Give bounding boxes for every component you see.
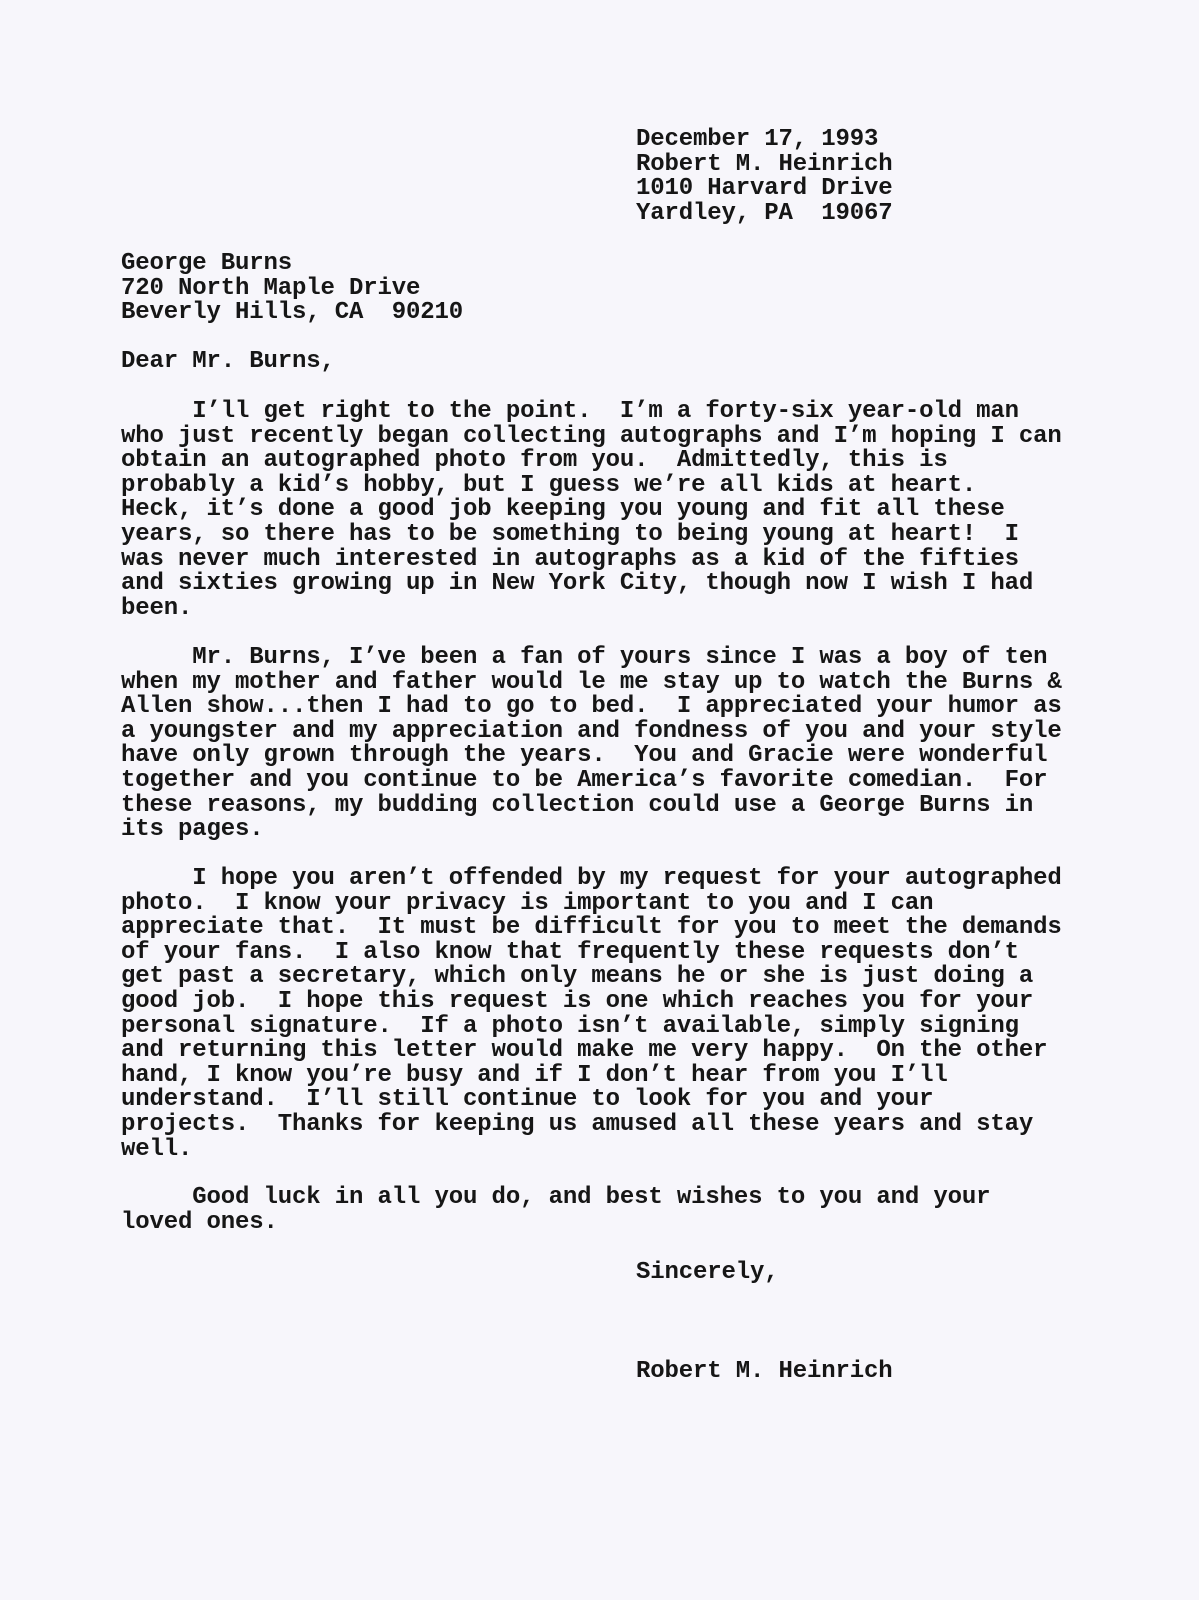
paragraph-line: good job. I hope this request is one which reaches you for your (121, 988, 1034, 1015)
paragraph-line: I hope you aren’t offended by my request for your autographed (121, 865, 1062, 892)
paragraph-line: hand, I know you’re busy and if I don’t hear from you I’ll (121, 1061, 948, 1089)
letter-date: December 17, 1993 (636, 126, 879, 153)
paragraph-line: together and you continue to be America’s favorite comedian. For (121, 767, 1048, 794)
paragraph-line: when my mother and father would le me stay up to watch the Burns & (121, 668, 1062, 696)
sender-street: 1010 Harvard Drive (636, 175, 893, 203)
paragraph-line: probably a kid’s hobby, but I guess we’re all kids at heart. (121, 471, 977, 499)
paragraph-line: and returning this letter would make me very happy. On the other (121, 1037, 1048, 1065)
paragraph-line: appreciate that. It must be difficult for you to meet the demands (121, 914, 1062, 942)
paragraph-line: and sixties growing up in New York City, though now I wish I had (121, 570, 1034, 598)
paragraph-line: who just recently began collecting autographs and I’m hoping I can (121, 422, 1062, 450)
paragraph-line: its pages. (121, 816, 264, 844)
paragraph-line: was never much interested in autographs as a kid of the fifties (121, 545, 1019, 573)
paragraph-line: of your fans. I also know that frequently these requests don’t (121, 938, 1019, 966)
sender-name: Robert M. Heinrich (636, 150, 893, 178)
salutation: Dear Mr. Burns, (121, 348, 335, 375)
paragraph-line: Heck, it’s done a good job keeping you young and fit all these (121, 496, 1005, 524)
paragraph-line: been. (121, 594, 193, 622)
paragraph-line: projects. Thanks for keeping us amused all these years and stay (121, 1111, 1034, 1138)
sender-city-state-zip: Yardley, PA 19067 (636, 199, 893, 227)
closing: Sincerely, (636, 1259, 779, 1286)
paragraph-line: obtain an autographed photo from you. Admittedly, this is (121, 447, 948, 475)
paragraph-line: understand. I’ll still continue to look for you and your (121, 1086, 934, 1114)
paragraph-line: get past a secretary, which only means he or she is just doing a (121, 963, 1034, 991)
paragraph-line: a youngster and my appreciation and fondness of you and your style (121, 717, 1062, 745)
recipient-name: George Burns (121, 250, 293, 277)
paragraph-line: well. (121, 1135, 193, 1163)
signature-name: Robert M. Heinrich (636, 1358, 893, 1385)
paragraph-line: I’ll get right to the point. I’m a forty-six year-old man (121, 398, 1019, 425)
paragraph-line: loved ones. (121, 1208, 278, 1236)
recipient-city-state-zip: Beverly Hills, CA 90210 (121, 299, 464, 327)
paragraph-line: have only grown through the years. You and Gracie were wonderful (121, 742, 1048, 770)
paragraph-line: these reasons, my budding collection could use a George Burns in (121, 791, 1034, 819)
paragraph-line: Mr. Burns, I’ve been a fan of yours since I was a boy of ten (121, 644, 1048, 671)
paragraph-line: Good luck in all you do, and best wishes to you and your (121, 1184, 991, 1211)
paragraph-line: years, so there has to be something to being young at heart! I (121, 521, 1019, 548)
recipient-street: 720 North Maple Drive (121, 274, 421, 302)
paragraph-line: photo. I know your privacy is important to you and I can (121, 889, 934, 917)
paragraph-line: Allen show...then I had to go to bed. I appreciated your humor as (121, 693, 1062, 721)
paragraph-line: personal signature. If a photo isn’t available, simply signing (121, 1012, 1019, 1040)
